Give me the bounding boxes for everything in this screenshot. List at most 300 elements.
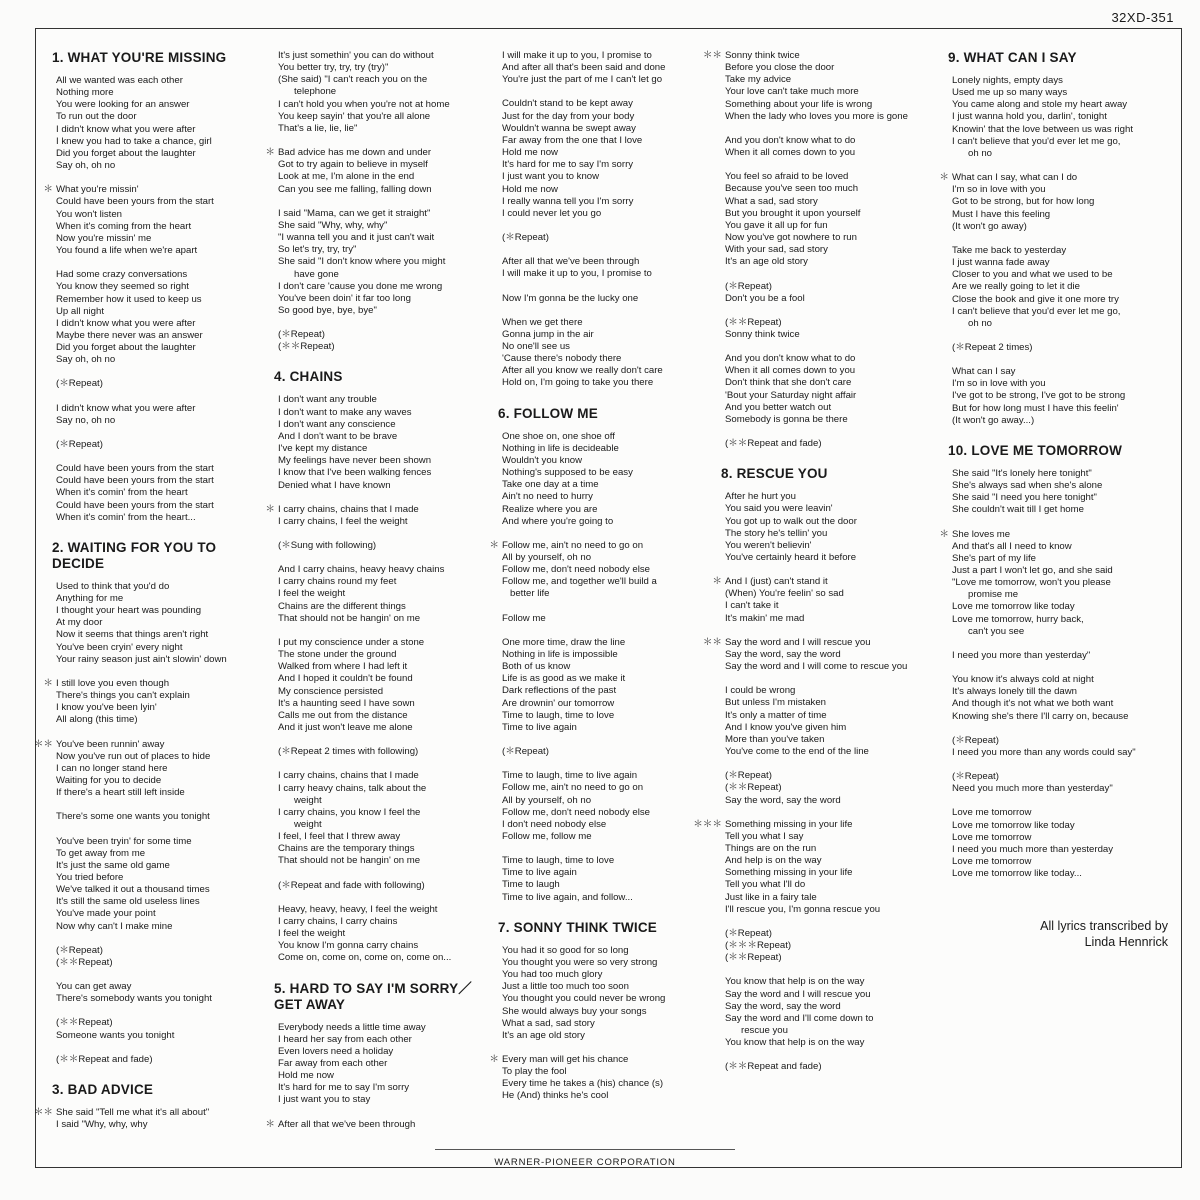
lyric-line [278,795,490,807]
lyric-line [502,147,706,159]
stanza-break [56,451,262,463]
stanza-break [56,1042,262,1054]
lyric-line [952,221,1164,233]
lyric-line [502,329,706,341]
lyric-line [952,674,1164,686]
lyric-text: Knowing she's there I'll carry on, because [952,710,1129,722]
lyric-line [725,1013,937,1025]
lyric-text: When it all comes down to you [725,147,856,159]
lyric-line [502,184,706,196]
lyric-text: Something missing in your life [725,818,853,830]
lyric-text: Love me tomorrow like today [952,601,1075,613]
song-section [489,405,706,904]
lyric-text: You thought you could never be wrong [502,993,666,1005]
stanza-break [56,969,262,981]
song-section [939,50,1164,427]
lyric-line [278,1070,490,1082]
lyric-line [952,868,1164,880]
lyric-line [952,378,1164,390]
lyric-line [952,281,1164,293]
lyric-line [952,294,1164,306]
lyric-text: What a sad, sad story [502,1017,595,1029]
lyric-text: I know that I've been walking fences [278,467,432,479]
lyric-text: It's a haunting seed I have sown [278,697,415,709]
lyric-line [56,281,262,293]
lyric-text: Every time he takes a (his) chance (s) [502,1078,664,1090]
lyric-text: What a sad, sad story [725,195,818,207]
lyric-text: You've been doin' it far too long [278,292,411,304]
lyric-text: And you don't know what to do [725,134,856,146]
lyric-text: Say the word and I will come to rescue you [725,661,908,673]
lyric-line [725,317,937,329]
lyric-text: It's hard for me to say I'm sorry [278,1082,410,1094]
lyric-text: What can I say, what can I do [952,172,1078,184]
lyric-line [502,455,706,467]
lyric-line [56,111,262,123]
song-section [265,50,490,353]
lyric-line [278,770,490,782]
lyric-text: But you brought it upon yourself [725,207,861,219]
lyric-line [278,1034,490,1046]
lyric-line [952,148,1164,160]
lyric-line [56,763,262,775]
lyric-text: (＊Repeat) [56,378,103,390]
lyric-text: I thought your heart was pounding [56,605,202,617]
lyric-text: And though it's not what we both want [952,698,1114,710]
lyric-line [952,601,1164,613]
lyric-text: I carry chains, I carry chains [278,915,398,927]
lyric-line [952,626,1164,638]
lyric-text: You know that help is on the way [725,1037,865,1049]
lyric-text: You said you were leavin' [725,503,833,515]
lyric-line [502,353,706,365]
lyric-text: There's things you can't explain [56,690,190,702]
lyric-text: After all that we've been through [278,1118,416,1130]
lyric-line [278,419,490,431]
lyric-line [952,415,1164,427]
lyric-text: Knowin' that the love between us was right [952,123,1134,135]
lyric-text: Walked from where I had left it [278,661,408,673]
lyric-line [56,75,262,87]
song-title: 6. FOLLOW ME [498,405,598,421]
lyric-text: I don't need nobody else [502,818,607,830]
lyric-line [502,685,706,697]
lyric-line [725,281,937,293]
lyric-line [952,111,1164,123]
lyric-text: Both of us know [502,661,571,673]
lyric-line [725,600,937,612]
lyric-line [502,123,706,135]
stanza-break [725,807,937,819]
lyric-line [952,124,1164,136]
lyric-line [56,99,262,111]
lyric-text: You've certainly heard it before [725,552,857,563]
lyric-line [952,856,1164,868]
lyric-text: You've made your point [56,908,156,920]
lyric-line [952,541,1164,553]
lyric-line [502,698,706,710]
lyric-text: It's just the same old game [56,859,170,871]
lyric-text: (＊Repeat) [725,770,772,782]
lyric-line [725,244,937,256]
stanza-break [725,1049,937,1061]
lyric-text: The story he's tellin' you [725,527,828,539]
lyric-text: I said "Mama, can we get it straight" [278,207,431,219]
lyric-line [952,99,1164,111]
lyric-line [278,637,490,649]
lyric-text: Even lovers need a holiday [278,1045,394,1057]
song-title: 3. BAD ADVICE [52,1081,154,1097]
lyric-line [278,394,490,406]
stanza-break [725,426,937,438]
lyric-line [56,629,262,641]
lyric-line [56,957,262,969]
stanza-break [502,843,706,855]
stanza-break [952,759,1164,771]
refrain-marker: ＊ [939,528,949,540]
lyric-text: Nothing's supposed to be easy [502,467,633,479]
lyric-line [502,1090,706,1102]
lyric-line [278,1094,490,1106]
lyric-line [502,552,706,564]
lyric-line [725,940,937,952]
lyric-text: To play the fool [502,1066,567,1078]
lyric-line [278,916,490,928]
lyric-text: Tell you what I say [725,830,804,842]
lyric-line [502,293,706,305]
lyric-line [502,135,706,147]
lyric-line [278,269,490,281]
lyric-line [502,365,706,377]
lyric-text: To get away from me [56,847,146,859]
lyric-line [278,443,490,455]
lyric-line [265,1118,490,1131]
catalog-number: 32XD-351 [1111,10,1174,25]
lyric-text: You gave it all up for fun [725,219,828,231]
lyric-text: She said "I need you here tonight" [952,492,1097,504]
lyric-line [278,819,490,831]
lyric-text: You came along and stole my heart away [952,99,1128,111]
lyric-text: Just a part I won't let go, and she said [952,565,1113,576]
lyric-text: (＊Repeat) [952,734,999,746]
lyric-text: You've come to the end of the line [725,746,869,758]
lyric-text: That's a lie, lie, lie" [278,122,358,134]
lyric-text: Could have been yours from the start [56,463,214,475]
lyric-line [56,908,262,920]
lyric-line [278,184,490,196]
lyric-line [725,904,937,916]
song-title: 10. LOVE ME TOMORROW [948,442,1123,458]
lyric-line [952,318,1164,330]
lyric-line [725,1037,937,1049]
lyric-line [502,159,706,171]
lyric-line [502,649,706,661]
lyric-text: weight [278,818,322,830]
lyric-line [33,1106,262,1119]
lyric-line [502,993,706,1005]
lyric-line [278,516,490,528]
lyric-line [278,220,490,232]
lyric-text: She said "It's lonely here tonight" [952,467,1092,479]
lyric-text: Now I'm gonna be the lucky one [502,292,639,304]
lyric-text: Hold me now [502,183,558,195]
stanza-break [278,552,490,564]
lyric-text: And you better watch out [725,401,832,413]
lyric-line [278,1046,490,1058]
lyric-line [502,268,706,280]
lyric-line [952,342,1164,354]
lyric-line [278,710,490,722]
lyric-text: Time to laugh, time to love [502,709,615,721]
lyric-text: Now you're missin' me [56,232,152,244]
refrain-marker: ＊ [489,539,499,551]
lyrics-column-5 [939,50,1164,880]
lyric-text: I can't believe that you'd ever let me go, [952,305,1121,317]
lyric-text: Take me back to yesterday [952,244,1067,256]
lyric-line [502,208,706,220]
lyric-text: Say the word, say the word [725,794,841,806]
lyric-text: I don't care 'cause you done me wrong [278,280,443,292]
lyric-text: It's just somethin' you can do without [278,50,434,61]
lyric-text: I could never let you go [502,207,602,219]
lyric-text: rescue you [725,1025,788,1036]
lyric-text: (＊Repeat) [502,746,549,758]
lyric-text: Say the word, say the word [725,648,841,660]
lyric-line [278,928,490,940]
lyric-text: I heard her say from each other [278,1033,412,1045]
lyric-text: Someone wants you tonight [56,1029,175,1041]
stanza-break [952,517,1164,529]
stanza-break [725,123,937,135]
lyric-text: (＊Repeat) [56,944,103,956]
lyric-line [265,147,490,159]
lyric-line [56,342,262,354]
lyric-text: Had some crazy conversations [56,269,188,281]
lyric-line [278,407,490,419]
lyric-line [725,256,937,268]
lyric-text: I'm so in love with you [952,378,1046,390]
lyric-line [952,136,1164,148]
lyric-line [56,124,262,136]
stanza-break [502,86,706,98]
lyric-text: Waiting for you to decide [56,775,162,787]
lyric-text: And where you're going to [502,515,614,527]
stanza-break [725,916,937,928]
lyric-line [725,685,937,697]
lyric-text: I can't believe that you'd ever let me go, [952,135,1121,147]
lyric-text: After he hurt you [725,491,796,503]
lyric-line [725,183,937,195]
lyric-line [725,528,937,540]
lyric-line [278,293,490,305]
stanza-break [278,196,490,208]
lyric-text: And help is on the way [725,855,822,867]
lyric-text: Time to laugh [502,879,560,891]
lyric-line [502,879,706,891]
lyric-line [278,855,490,867]
stanza-break [56,391,262,403]
lyric-line [278,431,490,443]
stanza-break [502,281,706,293]
stanza-break [502,734,706,746]
lyric-text: Ain't no need to hurry [502,491,593,503]
lyric-line [56,642,262,654]
lyric-line [502,807,706,819]
lyric-text: Every man will get his chance [502,1054,629,1065]
lyric-line [702,636,937,649]
lyric-text: That should not be hangin' on me [278,855,421,867]
lyric-line [502,673,706,685]
lyric-line [56,1054,262,1066]
lyric-text: And you don't know what to do [725,353,856,365]
lyric-text: And after all that's been said and done [502,62,666,74]
lyric-text: I'm so in love with you [952,184,1046,196]
lyric-text: Time to laugh, time to love [502,855,615,867]
lyric-line [56,160,262,172]
lyric-text: She's always sad when she's alone [952,480,1103,492]
refrain-marker: ＊＊ [33,1106,53,1118]
lyric-line [952,184,1164,196]
lyric-line [502,855,706,867]
lyric-line [725,867,937,879]
lyric-line [725,879,937,891]
lyric-line [502,443,706,455]
lyric-line [278,831,490,843]
lyric-line [278,722,490,734]
lyric-text: More than you've taken [725,733,825,745]
lyric-text: I've got to be strong, I've got to be strong [952,390,1126,402]
lyric-line [502,62,706,74]
lyric-text: Now you've got nowhere to run [725,232,857,244]
lyric-text: It's makin' me mad [725,612,805,624]
lyric-text: Follow me, follow me [502,830,592,842]
lyric-text: Wouldn't wanna be swept away [502,122,636,134]
lyric-text: I've kept my distance [278,443,368,455]
stanza-break [56,172,262,184]
lyric-text: Something missing in your life [725,867,853,879]
lyric-line [489,1054,706,1066]
lyric-text: Did you forget about the laughter [56,342,196,354]
lyric-text: If there's a heart still left inside [56,787,185,799]
lyric-line [725,661,937,673]
lyric-line [952,783,1164,795]
lyric-text: We've talked it out a thousand times [56,884,210,896]
lyric-text: What can I say [952,366,1016,378]
lyric-text: Used me up so many ways [952,87,1068,99]
lyric-text: I can't take it [725,600,779,612]
lyric-line [278,341,490,353]
lyric-text: You've been runnin' away [56,738,165,750]
lyric-text: I just wanna hold you, darlin', tonight [952,111,1107,123]
lyric-line [56,221,262,233]
stanza-break [502,244,706,256]
stanza-break [725,341,937,353]
lyric-text: One more time, draw the line [502,636,626,648]
lyric-line [952,832,1164,844]
lyric-text: Couldn't stand to be kept away [502,98,633,110]
lyric-text: I didn't know what you were after [56,317,196,329]
lyric-line [952,553,1164,565]
lyric-line [725,976,937,988]
lyric-line [725,232,937,244]
lyric-line [278,746,490,758]
lyric-line [725,135,937,147]
lyric-text: Could have been yours from the start [56,475,214,487]
song-title: 8. RESCUE YOU [721,466,828,482]
lyric-line [502,1066,706,1078]
lyric-text: (＊＊Repeat) [725,782,782,794]
lyric-text: I still love you even though [56,677,170,689]
lyric-text: Say oh, oh no [56,354,116,366]
lyrics-column-2 [265,50,490,1131]
lyric-text: Look at me, I'm alone in the end [278,171,415,183]
lyric-line [952,807,1164,819]
lyric-text: (＊＊Repeat and fade) [725,438,822,450]
lyric-line [725,147,937,159]
lyric-line [278,50,490,62]
lyric-text: Now why can't I make mine [56,920,173,932]
lyric-text: After all that we've been through [502,256,640,268]
lyric-text: (＊＊Repeat) [56,1017,113,1029]
lyric-text: Follow me, don't need nobody else [502,806,650,818]
lyric-text: She said "Tell me what it's all about" [56,1106,210,1118]
lyric-text: Love me tomorrow [952,831,1032,843]
lyric-text: Up all night [56,305,104,317]
lyric-line [939,528,1164,541]
lyric-text: Before you close the door [725,62,835,74]
lyric-line [952,747,1164,759]
lyric-line [952,504,1164,516]
lyric-text: "Love me tomorrow, won't you please [952,577,1111,589]
lyric-line [56,403,262,415]
lyric-text: Love me tomorrow [952,807,1032,819]
lyric-line [502,98,706,110]
lyric-text: It's always lonely till the dawn [952,686,1078,698]
stanza-break [278,317,490,329]
lyric-line [278,244,490,256]
song-section [489,919,706,1103]
lyric-line [278,540,490,552]
lyric-text: Say the word and I will rescue you [725,636,871,648]
lyric-text: It's hard for me to say I'm sorry [502,159,634,171]
stanza-break [725,673,937,685]
lyric-text: I will make it up to you, I promise to [502,50,652,61]
lyric-line [725,208,937,220]
lyric-text: (＊＊Repeat and fade) [56,1053,153,1065]
lyric-text: She's part of my life [952,552,1036,564]
lyric-line [489,539,706,552]
lyric-text: Love me tomorrow [952,855,1032,867]
lyric-text: It's only a matter of time [725,709,827,721]
lyric-text: I carry chains, you know I feel the [278,806,421,818]
lyric-text: You know that help is on the way [725,976,865,988]
lyric-line [56,848,262,860]
lyric-line [56,87,262,99]
lyric-text: No one'll see us [502,340,570,352]
lyrics-column-1 [33,50,262,1131]
lyric-line [725,491,937,503]
lyric-text: When it's comin' from the heart [56,487,188,499]
lyric-text: It's an age old story [502,1029,585,1041]
lyric-text: (It won't go away...) [952,414,1035,426]
song-title: 1. WHAT YOU'RE MISSING [52,50,227,65]
stanza-break [952,662,1164,674]
lyric-line [952,403,1164,415]
lyric-text: (＊＊Repeat) [56,956,113,968]
lyric-text: After all you know we really don't care [502,365,663,377]
lyric-line [952,87,1164,99]
lyric-text: Denied what I have known [278,479,391,491]
